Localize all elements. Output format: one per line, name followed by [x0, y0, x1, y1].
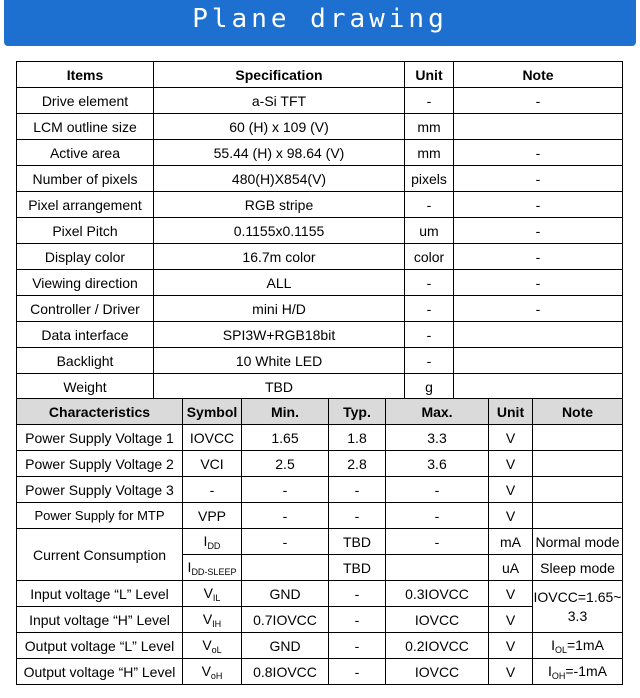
- cell-note: [533, 633, 623, 659]
- header-unit: Unit: [489, 399, 533, 425]
- cell-symbol: [183, 581, 242, 607]
- header-items: Items: [17, 62, 154, 88]
- cell-item: Pixel Pitch: [17, 218, 154, 244]
- header-specification: Specification: [154, 62, 405, 88]
- cell-note: -: [454, 218, 623, 244]
- page-title: Plane drawing: [192, 4, 448, 34]
- cell-typ: -: [329, 633, 386, 659]
- cell-unit: V: [489, 503, 533, 529]
- symbol-main: I: [203, 532, 208, 549]
- cell-note: [454, 114, 623, 140]
- cell-specification: 0.1155x0.1155: [154, 218, 405, 244]
- cell-unit: -: [405, 348, 454, 374]
- cell-symbol: VPP: [183, 503, 242, 529]
- cell-specification: TBD: [154, 374, 405, 400]
- cell-note: [454, 374, 623, 400]
- cell-unit: V: [489, 659, 533, 685]
- cell-characteristic: Output voltage “H” Level: [17, 659, 183, 685]
- cell-unit: mm: [405, 114, 454, 140]
- cell-note: Normal mode: [533, 529, 623, 555]
- cell-min: GND: [242, 633, 329, 659]
- cell-characteristic: Power Supply Voltage 1: [17, 425, 183, 451]
- table-row: [17, 451, 623, 477]
- cell-unit: color: [405, 244, 454, 270]
- table-row: [17, 192, 623, 218]
- cell-characteristic: Input voltage “H” Level: [17, 607, 183, 633]
- cell-min: 2.5: [242, 451, 329, 477]
- cell-unit: um: [405, 218, 454, 244]
- note-main: I: [547, 662, 552, 679]
- cell-item: Pixel arrangement: [17, 192, 154, 218]
- cell-max: IOVCC: [386, 659, 489, 685]
- cell-max: 0.2IOVCC: [386, 633, 489, 659]
- table-row: [17, 633, 623, 659]
- cell-specification: RGB stripe: [154, 192, 405, 218]
- cell-symbol: [183, 555, 242, 581]
- cell-item: Viewing direction: [17, 270, 154, 296]
- cell-item: Data interface: [17, 322, 154, 348]
- cell-min: -: [242, 477, 329, 503]
- table-row: [17, 374, 623, 400]
- cell-max: 3.6: [386, 451, 489, 477]
- cell-unit: V: [489, 607, 533, 633]
- cell-unit: -: [405, 270, 454, 296]
- note-main: I: [551, 636, 555, 653]
- cell-typ: -: [329, 581, 386, 607]
- cell-specification: 16.7m color: [154, 244, 405, 270]
- cell-unit: uA: [489, 555, 533, 581]
- table-row: [17, 477, 623, 503]
- table-row: [17, 322, 623, 348]
- cell-symbol: [183, 607, 242, 633]
- table-row: [17, 659, 623, 685]
- cell-specification: a-Si TFT: [154, 88, 405, 114]
- table-row: [17, 425, 623, 451]
- cell-note: [454, 322, 623, 348]
- cell-note: [533, 503, 623, 529]
- symbol-main: I: [187, 558, 192, 575]
- table-row: [17, 607, 623, 633]
- cell-min: 1.65: [242, 425, 329, 451]
- cell-note: -: [454, 166, 623, 192]
- cell-unit: -: [405, 322, 454, 348]
- header-min: Min.: [242, 399, 329, 425]
- cell-item: Weight: [17, 374, 154, 400]
- cell-specification: SPI3W+RGB18bit: [154, 322, 405, 348]
- cell-unit: V: [489, 451, 533, 477]
- table-row: [17, 503, 623, 529]
- table-row: [17, 114, 623, 140]
- cell-note: -: [454, 244, 623, 270]
- cell-max: -: [386, 503, 489, 529]
- cell-max: 3.3: [386, 425, 489, 451]
- cell-note: -: [454, 140, 623, 166]
- cell-unit: -: [405, 296, 454, 322]
- cell-item: Backlight: [17, 348, 154, 374]
- cell-characteristic: Power Supply Voltage 2: [17, 451, 183, 477]
- cell-specification: mini H/D: [154, 296, 405, 322]
- cell-min: -: [242, 503, 329, 529]
- cell-max: -: [386, 477, 489, 503]
- cell-typ: 2.8: [329, 451, 386, 477]
- header-characteristics: Characteristics: [17, 399, 183, 425]
- cell-specification: 55.44 (H) x 98.64 (V): [154, 140, 405, 166]
- table-row: [17, 244, 623, 270]
- spec-header-row: [17, 62, 623, 88]
- cell-unit: -: [405, 88, 454, 114]
- cell-typ: TBD: [329, 555, 386, 581]
- cell-item: Drive element: [17, 88, 154, 114]
- symbol-main: V: [202, 610, 213, 627]
- header-symbol: Symbol: [183, 399, 242, 425]
- symbol-subscript: IL: [212, 592, 221, 603]
- cell-note: [533, 425, 623, 451]
- cell-typ: -: [329, 503, 386, 529]
- cell-unit: mA: [489, 529, 533, 555]
- symbol-subscript: IH: [212, 618, 222, 629]
- table-row: [17, 140, 623, 166]
- symbol-main: V: [203, 584, 213, 601]
- symbol-subscript: oH: [210, 670, 223, 681]
- cell-symbol: VCI: [183, 451, 242, 477]
- cell-unit: V: [489, 477, 533, 503]
- cell-item: Active area: [17, 140, 154, 166]
- cell-max: 0.3IOVCC: [386, 581, 489, 607]
- cell-note: Sleep mode: [533, 555, 623, 581]
- note-rest: =-1mA: [565, 662, 607, 679]
- char-header-row: [17, 399, 623, 425]
- table-row: [17, 166, 623, 192]
- cell-symbol: IOVCC: [183, 425, 242, 451]
- cell-item: LCM outline size: [17, 114, 154, 140]
- cell-symbol: [183, 529, 242, 555]
- note-rest: =1mA: [566, 636, 604, 653]
- cell-note: -: [454, 88, 623, 114]
- cell-note: [533, 451, 623, 477]
- cell-unit: -: [405, 192, 454, 218]
- cell-characteristic: Power Supply for MTP: [17, 503, 183, 529]
- cell-typ: -: [329, 659, 386, 685]
- cell-unit: V: [489, 425, 533, 451]
- cell-characteristic: Current Consumption: [17, 529, 183, 581]
- symbol-subscript: DD-SLEEP: [191, 566, 237, 577]
- cell-specification: 60 (H) x 109 (V): [154, 114, 405, 140]
- cell-specification: 10 White LED: [154, 348, 405, 374]
- symbol-main: V: [202, 636, 212, 653]
- note-subscript: OL: [554, 644, 567, 655]
- cell-characteristic: Output voltage “L” Level: [17, 633, 183, 659]
- cell-typ: TBD: [329, 529, 386, 555]
- cell-min: [242, 555, 329, 581]
- specification-table: [16, 61, 623, 400]
- cell-typ: -: [329, 607, 386, 633]
- cell-item: Number of pixels: [17, 166, 154, 192]
- cell-max: -: [386, 529, 489, 555]
- table-row: [17, 581, 623, 607]
- header-note: Note: [533, 399, 623, 425]
- cell-min: 0.7IOVCC: [242, 607, 329, 633]
- header-max: Max.: [386, 399, 489, 425]
- table-row: [17, 88, 623, 114]
- table-row: [17, 270, 623, 296]
- cell-unit: mm: [405, 140, 454, 166]
- cell-typ: -: [329, 477, 386, 503]
- cell-characteristic: Input voltage “L” Level: [17, 581, 183, 607]
- cell-specification: ALL: [154, 270, 405, 296]
- cell-note: [454, 348, 623, 374]
- title-banner: [4, 0, 636, 46]
- cell-symbol: [183, 633, 242, 659]
- cell-typ: 1.8: [329, 425, 386, 451]
- table-row: [17, 218, 623, 244]
- symbol-main: V: [201, 662, 211, 679]
- cell-unit: g: [405, 374, 454, 400]
- header-typ: Typ.: [329, 399, 386, 425]
- cell-note: -: [454, 192, 623, 218]
- cell-note: [533, 659, 623, 685]
- characteristics-table: [16, 398, 623, 685]
- cell-note: [533, 477, 623, 503]
- note-subscript: OH: [551, 670, 566, 681]
- cell-specification: 480(H)X854(V): [154, 166, 405, 192]
- cell-max: IOVCC: [386, 607, 489, 633]
- cell-unit: V: [489, 633, 533, 659]
- table-row: [17, 348, 623, 374]
- cell-min: GND: [242, 581, 329, 607]
- cell-min: -: [242, 529, 329, 555]
- cell-symbol: -: [183, 477, 242, 503]
- header-note: Note: [454, 62, 623, 88]
- cell-note: -: [454, 270, 623, 296]
- cell-min: 0.8IOVCC: [242, 659, 329, 685]
- cell-unit: V: [489, 581, 533, 607]
- symbol-subscript: DD: [207, 540, 221, 551]
- symbol-subscript: oL: [211, 644, 222, 655]
- table-row: [17, 529, 623, 555]
- cell-characteristic: Power Supply Voltage 3: [17, 477, 183, 503]
- cell-note-input: IOVCC=1.65~ 3.3: [533, 581, 623, 633]
- header-unit: Unit: [405, 62, 454, 88]
- cell-unit: pixels: [405, 166, 454, 192]
- cell-item: Display color: [17, 244, 154, 270]
- cell-note: -: [454, 296, 623, 322]
- cell-item: Controller / Driver: [17, 296, 154, 322]
- cell-symbol: [183, 659, 242, 685]
- cell-max: [386, 555, 489, 581]
- table-row: [17, 296, 623, 322]
